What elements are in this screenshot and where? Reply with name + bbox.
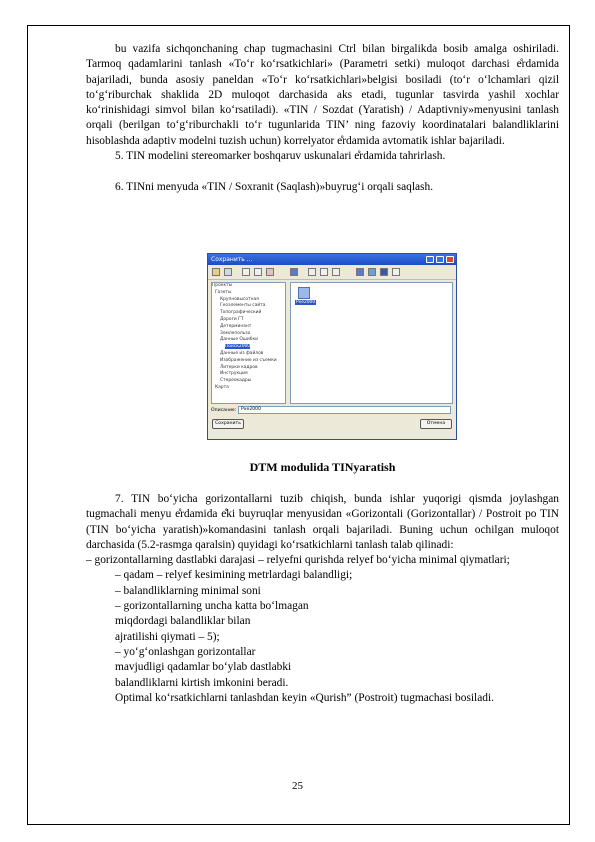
list-item: ajratilishi qiymati – 5); [115,630,220,643]
grid-icon [332,268,340,276]
figure-caption: DTM modulida TINyaratish [249,460,396,474]
list-item: mavjudligi qadamlar bo‘ylab dastlabki [115,661,292,674]
tree-item[interactable]: Газеты [215,289,232,295]
cut-icon [242,268,250,276]
delete-icon [266,268,274,276]
tree-item[interactable]: Дороги ГТ [220,316,244,322]
maximize-icon [436,256,444,263]
page-number: 25 [292,780,303,792]
list-item: – yo‘g‘onlashgan gorizontallar [115,645,256,658]
filename-label: Описание: [211,408,237,413]
paragraph-4: 7. TIN bo‘yicha gorizontallarni tuzib chiqish, bunda ishlar yuqorigi qismda joylashgan tugmachali menyu e̊rdamida e̊ki buyruqlar menyusidan «Gorizontali (Gorizontallar) / Postroit po TIN (TIN bo‘yicha yaratish)»komandasini tanlash orqali bajariladi. Buning uchun ochilgan muloqot darchasida (5.2-rasmga qaralsin) quyidagi ko‘rsatkichlarni tanlash talab qilinadi: [86,493,559,551]
list-item: – gorizontallarning uncha katta bo‘lmagan [115,600,309,613]
list-item: balandliklarni kirtish imkonini beradi. [115,676,289,689]
properties-icon [380,268,388,276]
paragraph-1: bu vazifa sichqonchaning chap tugmachasini Ctrl bilan birgalikda bosib amalga oshiriladi. Tarmoq qadamlarini tanlash «To‘r ko‘rsatkichlari» (Parametri setki) muloqot darchasi e̊rdamida bajariladi, bunda asosiy paneldan «To‘r ko‘rsatkichlari»belgisi bosiladi (to‘r o‘lchamlari qizil to‘g‘riburchak shaklida 2D muloqot darchasida aks etadi, tugunlar tasvirda yashil xochlar ko‘rinishidagi simvol bilan ko‘rsatiladi). «TIN / Sozdat (Yaratish) / Adaptivniy»menyusini tanlash orqali (berilgan to‘g‘riburchakli to‘r tugunlarida TIN’ ning fazoviy koordinatalari balandliklarini hisoblashda adaptiv modelni tuzish uchun) korrelyator e̊rdamida avtomatik ishlar bajariladi. [86,43,559,147]
cancel-button[interactable]: Отмена [420,419,452,429]
list-item: miqdordagi balandliklar bilan [115,615,251,628]
copy-icon [254,268,262,276]
paragraph-2: 5. TIN modelini stereomarker boshqaruv uskunalari e̊rdamida tahrirlash. [115,150,446,163]
save-dialog-screenshot [207,253,457,440]
folder-icon [212,268,220,276]
tree-item[interactable]: Карта [215,384,229,390]
tree-item[interactable]: Крупновысотная [220,296,259,302]
tree-item[interactable]: Геоэлементы сайта [220,303,266,309]
close-icon [446,256,454,263]
tree-item[interactable]: Землепользо [220,330,251,336]
save-icon [224,268,232,276]
sum-icon [308,268,316,276]
save-button[interactable]: Сохранить [212,419,244,429]
tree-item[interactable]: Топографический [220,310,262,316]
paragraph-3: 6. TINni menyuda «TIN / Soxranit (Saqlash)»buyrug‘i orqali saqlash. [115,181,434,194]
tree-item[interactable]: Данные Ошибки [220,337,258,343]
list-icon [356,268,364,276]
tree-item[interactable]: Проекты [212,283,233,288]
tree-item-selected[interactable]: Поиск2000 [225,344,251,350]
filename-input[interactable]: Рхе2000 [238,406,451,414]
tree-item[interactable]: Изображение из съемки [220,357,277,363]
filter-icon [320,268,328,276]
list-item: – balandliklarning minimal soni [115,584,261,597]
minimize-icon [426,256,434,263]
view-icon [290,268,298,276]
tree-item[interactable]: Детерминант [220,323,252,329]
file-icon[interactable] [298,287,310,299]
text-block-bottom [86,492,559,706]
tree-item[interactable]: Литерки кадров [220,364,258,370]
dialog-titlebar [208,254,456,265]
tree-item[interactable]: Инструкция [220,371,248,377]
list-item: – qadam – relyef kesimining metrlardagi balandligi; [115,569,353,582]
dialog-toolbar [208,265,456,280]
tree-item[interactable]: Данные из файлов [220,350,264,356]
text-block-top [86,42,559,196]
dialog-title: Сохранить ... [211,256,253,263]
details-icon [368,268,376,276]
folder-tree[interactable] [211,282,286,404]
file-label[interactable]: Рхе2000 [296,300,316,305]
list-item: – gorizontallarning dastlabki darajasi – relyefni qurishda relyef bo‘yicha minimal qiymatlari; [86,554,510,567]
file-list[interactable] [290,282,453,404]
help-icon [392,268,400,276]
paragraph-5: Optimal ko‘rsatkichlarni tanlashdan keyin «Qurish” (Postroit) tugmachasi bosiladi. [115,691,494,704]
tree-item[interactable]: Стереокадры [220,378,252,384]
